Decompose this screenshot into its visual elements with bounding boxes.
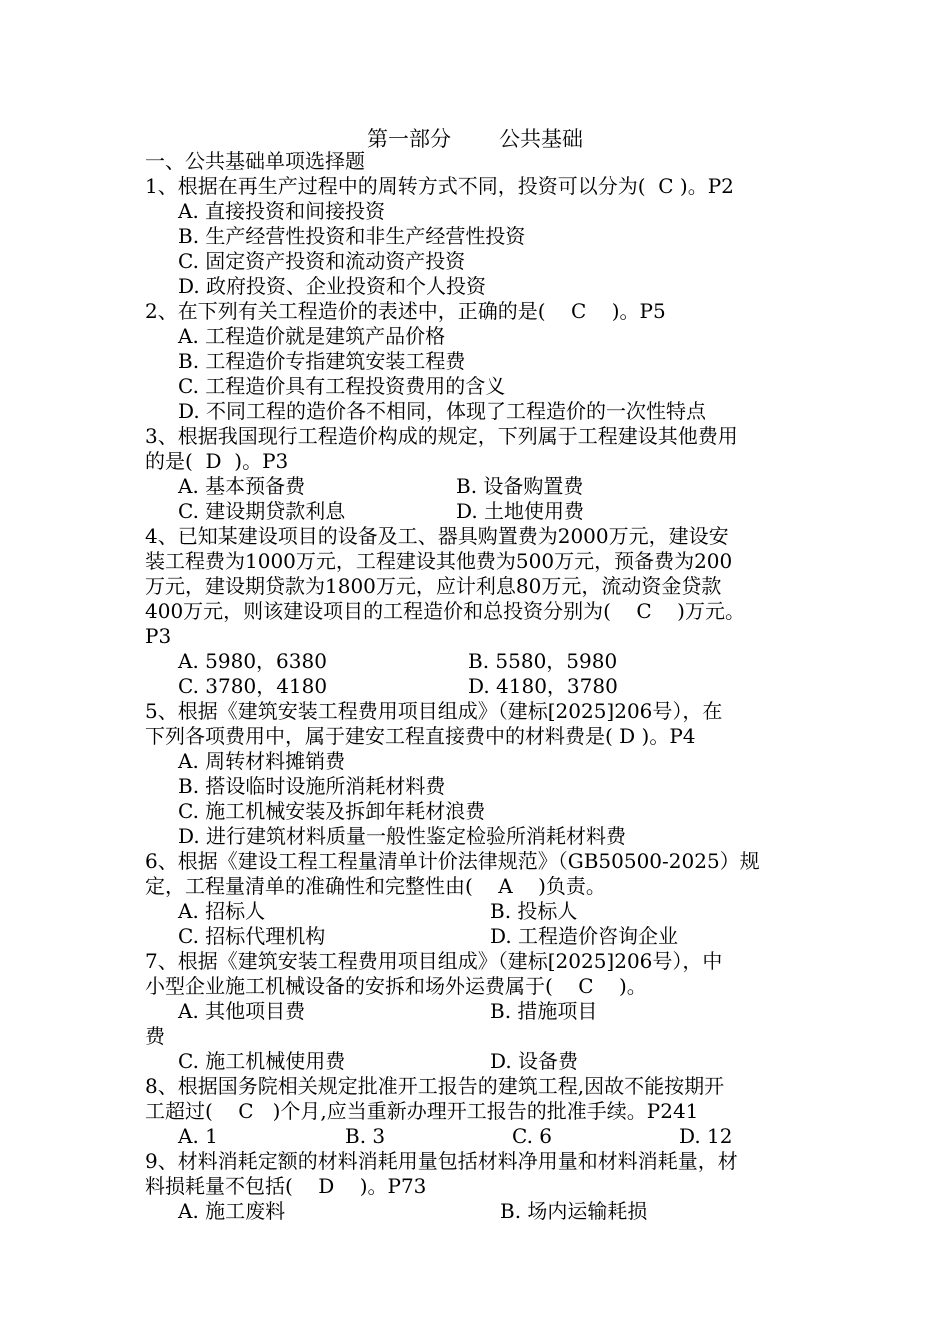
question-7-option-d: D. 设备费 [490,1049,579,1073]
question-7-option-b-wrap: 费 [145,1024,165,1048]
question-3-option-a: A. 基本预备费 [178,474,306,498]
question-1-option-b: B. 生产经营性投资和非生产经营性投资 [178,224,526,248]
question-6-option-b: B. 投标人 [490,899,578,923]
question-5-option-a: A. 周转材料摊销费 [178,749,346,773]
question-5-option-d: D. 进行建筑材料质量一般性鉴定检验所消耗材料费 [178,824,627,848]
question-9-stem-line-1: 9、材料消耗定额的材料消耗用量包括材料净用量和材料消耗量，材 [145,1149,738,1173]
question-8-stem-line-2: 工超过( C )个月,应当重新办理开工报告的批准手续。P241 [145,1099,699,1123]
question-9-option-b: B. 场内运输耗损 [500,1199,648,1223]
question-5-option-b: B. 搭设临时设施所消耗材料费 [178,774,446,798]
title-name: 公共基础 [499,127,583,151]
question-7-stem-line-1: 7、根据《建筑安装工程费用项目组成》（建标[2025]206号），中 [145,949,723,973]
question-4-stem-line-4: 400万元，则该建设项目的工程造价和总投资分别为( C )万元。 [145,599,745,623]
question-8-option-a: A. 1 [178,1124,218,1148]
question-6-option-d: D. 工程造价咨询企业 [490,924,679,948]
question-3-option-d: D. 土地使用费 [456,499,585,523]
question-1-stem: 1、根据在再生产过程中的周转方式不同，投资可以分为( C )。P2 [145,174,734,198]
question-9-option-a: A. 施工废料 [178,1199,286,1223]
question-4-option-c: C. 3780，4180 [178,674,328,698]
question-5-stem-line-1: 5、根据《建筑安装工程费用项目组成》（建标[2025]206号），在 [145,699,723,723]
question-3-option-b: B. 设备购置费 [456,474,584,498]
question-7-option-b: B. 措施项目 [490,999,598,1023]
question-4-stem-line-1: 4、已知某建设项目的设备及工、器具购置费为2000万元，建设安 [145,524,729,548]
question-9-stem-line-2: 料损耗量不包括( D )。P73 [145,1174,427,1198]
question-2-option-c: C. 工程造价具有工程投资费用的含义 [178,374,506,398]
question-6-stem-line-2: 定，工程量清单的准确性和完整性由( A )负责。 [145,874,606,898]
question-4-option-b: B. 5580，5980 [468,649,618,673]
question-6-option-c: C. 招标代理机构 [178,924,326,948]
question-3-stem-line-2: 的是( D )。P3 [145,449,289,473]
question-4-option-a: A. 5980，6380 [178,649,327,673]
question-2-option-b: B. 工程造价专指建筑安装工程费 [178,349,466,373]
question-6-stem-line-1: 6、根据《建设工程工程量清单计价法律规范》（GB50500-2025）规 [145,849,760,873]
question-5-stem-line-2: 下列各项费用中，属于建安工程直接费中的材料费是( D )。P4 [145,724,696,748]
question-6-option-a: A. 招标人 [178,899,266,923]
question-2-option-a: A. 工程造价就是建筑产品价格 [178,324,446,348]
question-4-stem-line-5: P3 [145,624,172,648]
question-7-stem-line-2: 小型企业施工机械设备的安拆和场外运费属于( C )。 [145,974,647,998]
question-4-stem-line-2: 装工程费为1000万元，工程建设其他费为500万元，预备费为200 [145,549,733,573]
question-8-option-c: C. 6 [512,1124,553,1148]
question-7-option-c: C. 施工机械使用费 [178,1049,346,1073]
question-7-option-a: A. 其他项目费 [178,999,306,1023]
question-1-option-d: D. 政府投资、企业投资和个人投资 [178,274,487,298]
question-5-option-c: C. 施工机械安装及拆卸年耗材浪费 [178,799,486,823]
question-1-option-c: C. 固定资产投资和流动资产投资 [178,249,466,273]
question-4-stem-line-3: 万元，建设期贷款为1800万元，应计利息80万元，流动资金贷款 [145,574,722,598]
question-8-option-d: D. 12 [679,1124,733,1148]
question-8-stem-line-1: 8、根据国务院相关规定批准开工报告的建筑工程,因故不能按期开 [145,1074,725,1098]
question-3-option-c: C. 建设期贷款利息 [178,499,346,523]
question-2-stem: 2、在下列有关工程造价的表述中，正确的是( C )。P5 [145,299,666,323]
section-heading: 一、公共基础单项选择题 [145,149,365,173]
question-3-stem-line-1: 3、根据我国现行工程造价构成的规定，下列属于工程建设其他费用 [145,424,738,448]
title-part: 第一部分 [367,127,451,151]
question-8-option-b: B. 3 [345,1124,386,1148]
page-title [0,123,950,153]
question-2-option-d: D. 不同工程的造价各不相同，体现了工程造价的一次性特点 [178,399,707,423]
question-1-option-a: A. 直接投资和间接投资 [178,199,386,223]
question-4-option-d: D. 4180，3780 [468,674,618,698]
